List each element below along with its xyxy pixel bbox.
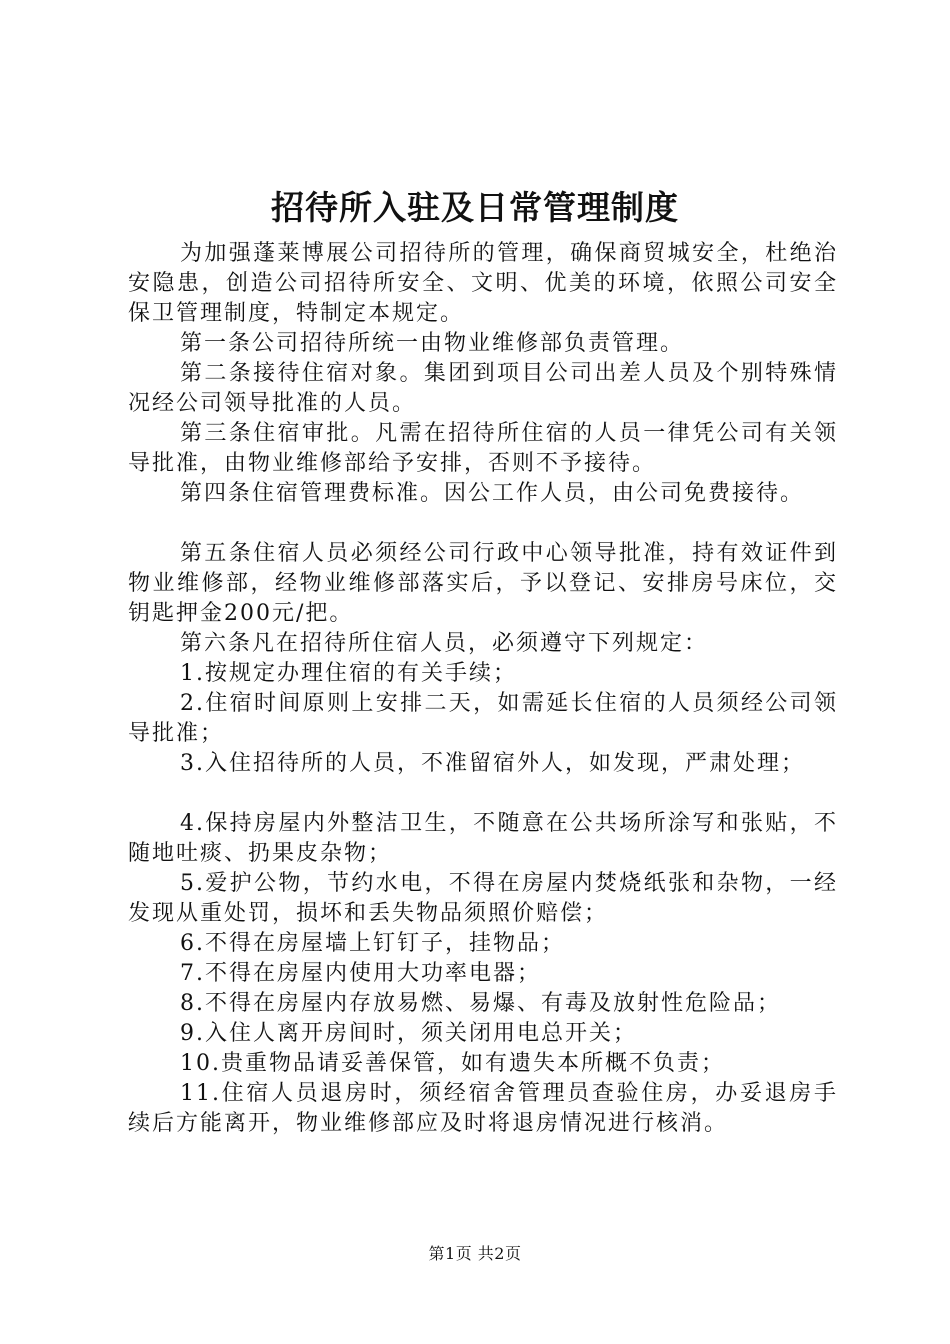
rule-item-5: 5.爱护公物，节约水电，不得在房屋内焚烧纸张和杂物，一经发现从重处罚，损坏和丢失物品须照价赔偿； xyxy=(128,871,838,926)
article-6: 第六条凡在招待所住宿人员，必须遵守下列规定： xyxy=(180,631,709,656)
rule-item-8: 8.不得在房屋内存放易燃、易爆、有毒及放射性危险品； xyxy=(180,991,781,1016)
document-body xyxy=(128,239,838,1139)
article-5: 第五条住宿人员必须经公司行政中心领导批准，持有效证件到物业维修部，经物业维修部落实后，予以登记、安排房号床位，交钥匙押金200元/把。 xyxy=(128,541,838,626)
article-3: 第三条住宿审批。凡需在招待所住宿的人员一律凭公司有关领导批准，由物业维修部给予安排，否则不予接待。 xyxy=(128,421,838,476)
rule-item-10: 10.贵重物品请妥善保管，如有遗失本所概不负责； xyxy=(180,1051,725,1076)
rule-item-9: 9.入住人离开房间时，须关闭用电总开关； xyxy=(180,1021,637,1046)
intro-paragraph: 为加强蓬莱博展公司招待所的管理，确保商贸城安全，杜绝治安隐患，创造公司招待所安全、文明、优美的环境，依照公司安全保卫管理制度，特制定本规定。 xyxy=(128,241,838,326)
rule-item-2: 2.住宿时间原则上安排二天，如需延长住宿的人员须经公司领导批准； xyxy=(128,691,838,746)
rule-item-7: 7.不得在房屋内使用大功率电器； xyxy=(180,961,541,986)
article-4: 第四条住宿管理费标准。因公工作人员，由公司免费接待。 xyxy=(180,481,805,506)
article-1: 第一条公司招待所统一由物业维修部负责管理。 xyxy=(180,331,685,356)
rule-item-6: 6.不得在房屋墙上钉钉子，挂物品； xyxy=(180,931,565,956)
rule-item-3: 3.入住招待所的人员，不准留宿外人，如发现，严肃处理； xyxy=(180,751,805,776)
rule-item-4: 4.保持房屋内外整洁卫生，不随意在公共场所涂写和张贴，不随地吐痰、扔果皮杂物； xyxy=(128,811,838,866)
page-number-footer: 第1页 共2页 xyxy=(428,1244,522,1263)
rule-item-11: 11.住宿人员退房时，须经宿舍管理员查验住房，办妥退房手续后方能离开，物业维修部应及时将退房情况进行核消。 xyxy=(128,1081,838,1136)
article-2: 第二条接待住宿对象。集团到项目公司出差人员及个别特殊情况经公司领导批准的人员。 xyxy=(128,361,838,416)
document-title: 招待所入驻及日常管理制度 xyxy=(271,188,679,227)
rule-item-1: 1.按规定办理住宿的有关手续； xyxy=(180,661,517,686)
